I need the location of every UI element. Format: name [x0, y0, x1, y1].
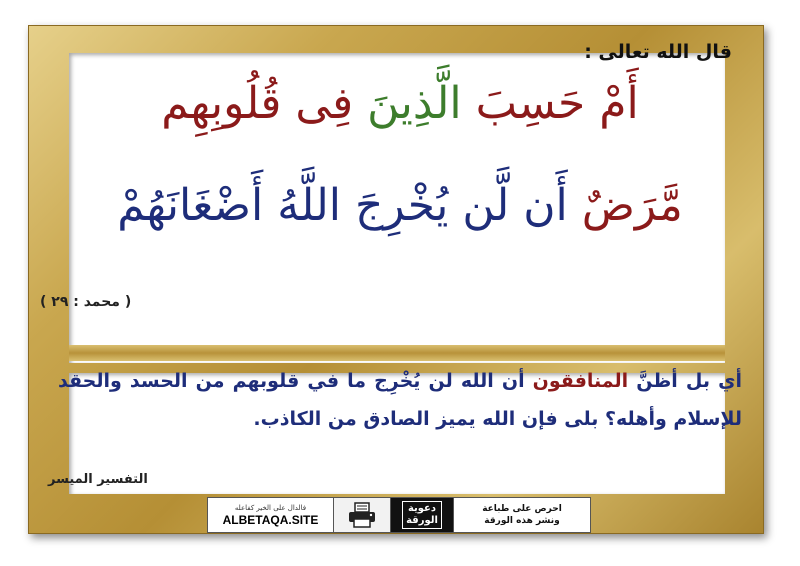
verse-rest: أَن لَّن يُخْرِجَ اللَّهُ أَضْغَانَهُمْ — [117, 180, 568, 231]
intro-text: قال الله تعالى : — [584, 41, 732, 63]
note-line-2: ونشر هذه الورقة — [484, 516, 560, 526]
note-line-1: احرص على طباعة — [482, 504, 562, 514]
verse-word-marad: مَّرَضٌ — [567, 180, 683, 231]
verse-word-am: أَمْ — [585, 78, 639, 129]
logo-line-2: الورقة — [406, 515, 438, 526]
tafsir-highlight: المنافقون — [532, 370, 629, 392]
logo-line-1: دعوية — [407, 503, 437, 514]
tafsir-part-3: أن الله لن يُخْرِج ما في قلوبهم من الحسد والحقد للإسلام وأهله؟ بلى فإن الله يميز الصادق من الكاذب. — [58, 370, 742, 430]
footer-slogan: فالدال على الخير كفاعله — [234, 504, 307, 512]
verse-word-qulubihim: فِى قُلُوبِهِم — [161, 78, 354, 129]
brand-logo — [391, 498, 454, 532]
footer-note — [454, 498, 590, 532]
tafsir-text — [58, 362, 742, 438]
verse-line-2 — [50, 180, 750, 231]
verse-reference: ( محمد : ٢٩ ) — [40, 294, 132, 310]
printer-icon — [334, 498, 391, 532]
tafsir-source: التفسير الميسر — [48, 472, 148, 487]
footer-bar — [207, 497, 591, 533]
verse-line-1 — [50, 78, 750, 129]
verse-word-hasiba: حَسِبَ — [461, 78, 586, 129]
footer-site-block — [208, 498, 334, 532]
footer-site-link[interactable]: ALBETAQA.SITE — [222, 513, 319, 527]
verse-word-alladhina: الَّذِينَ — [353, 78, 462, 129]
tafsir-part-1: أي بل أظنَّ — [628, 370, 742, 392]
gold-divider — [69, 345, 725, 361]
